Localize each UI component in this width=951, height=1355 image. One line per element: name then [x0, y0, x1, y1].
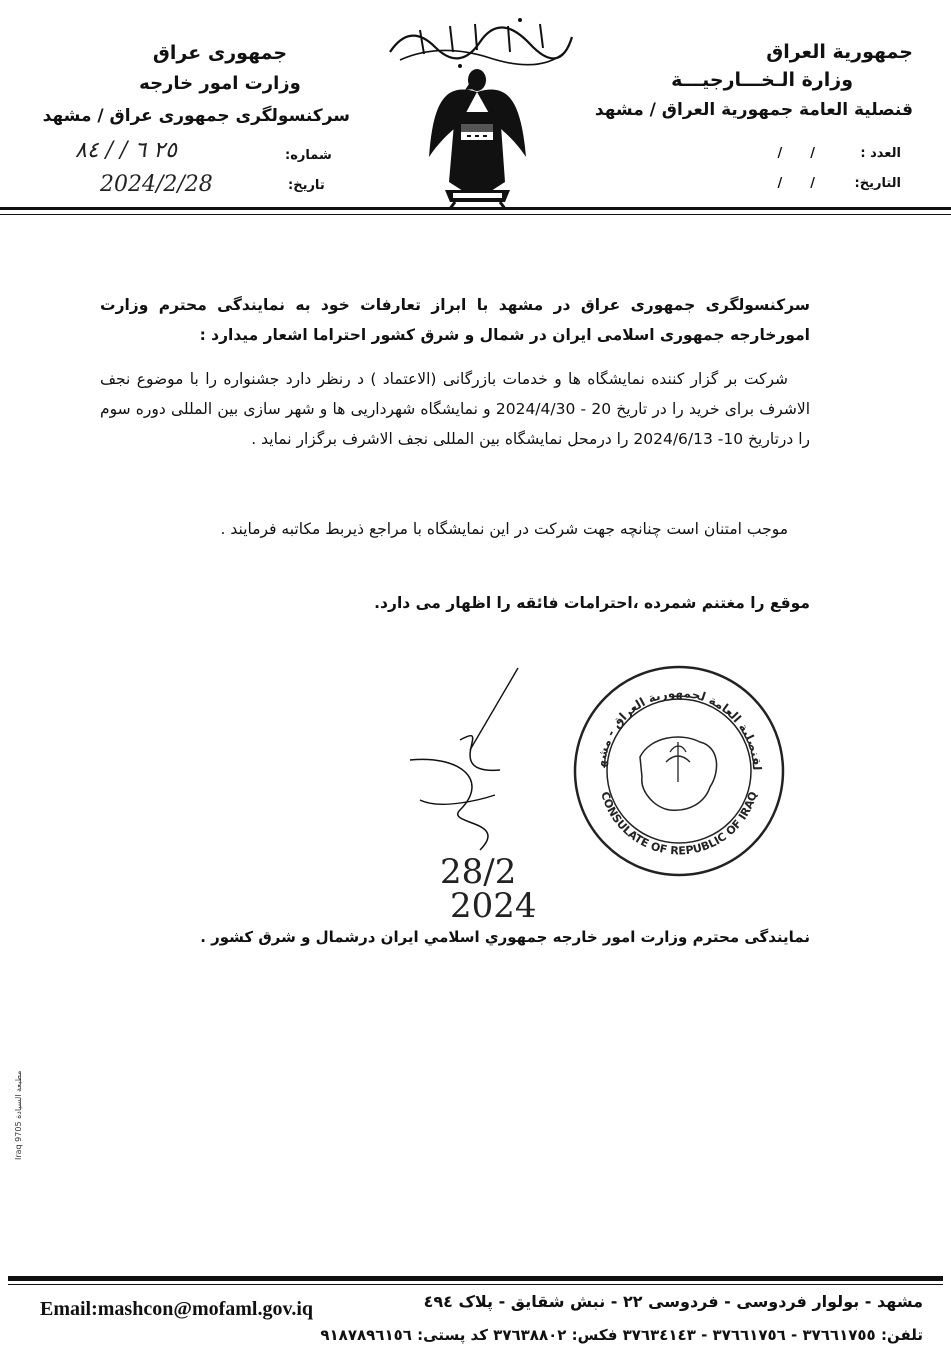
signature-date-line1: 28/2: [440, 852, 517, 892]
persian-number-value: ٢٥ ٦ / / ٨٤: [75, 138, 177, 163]
svg-text:القنصلية العامة لجمهورية العرا: [570, 662, 764, 771]
persian-date-label: تاریخ:: [288, 178, 325, 193]
svg-text:CONSULATE OF REPUBLIC OF IRAQ: [598, 790, 760, 857]
arabic-country: جمهورية العراق: [766, 41, 913, 63]
footer-divider-thick: [8, 1276, 943, 1281]
arabic-number-label: العدد :: [860, 146, 901, 161]
seal-english-text: CONSULATE OF REPUBLIC OF IRAQ: [598, 790, 760, 858]
persian-date-value: 2024/2/28: [100, 172, 213, 197]
persian-ministry: وزارت امور خارجه: [139, 73, 301, 94]
arabic-ministry: وزارة الـخـــارجيـــة: [671, 69, 853, 91]
body-paragraph-intro: سرکنسولگری جمهوری عراق در مشهد با ابراز تعارفات خود به نمایندگی محترم وزارت امورخارجه جمهوری اسلامی ایران در شمال و شرق کشور احتراما اشعار میدارد :: [100, 296, 810, 344]
persian-consulate: سرکنسولگری جمهوری عراق / مشهد: [42, 106, 350, 126]
footer-address: مشهد - بولوار فردوسی - فردوسی ٢٢ - نبش شقایق - پلاک ٤٩٤: [423, 1292, 923, 1311]
persian-number-label: شماره:: [285, 148, 332, 163]
printer-note: Iraq 9705 مطبعة السيادة: [14, 1070, 23, 1160]
arabic-consulate: قنصلية العامة جمهورية العراق / مشهد: [594, 100, 913, 120]
arabic-number-slashes: //: [777, 146, 843, 161]
header-divider-thick: [0, 207, 951, 210]
header-arabic: [553, 38, 913, 126]
body-paragraph-event: شرکت بر گزار کننده نمایشگاه ها و خدمات بازرگانی (الاعتماد ) د رنظر دارد جشنواره را با موضوع نجف الاشرف برای خرید را در تاریخ 20 - 2024/4/30 و نمایشگاه شهرداریی ها و شهر سازی بین المللی دوره سوم را درتاریخ 10- 2024/6/13 را درمحل نمایشگاه بین المللی نجف الاشرف برگزار نماید .: [100, 370, 810, 448]
arabic-date-slashes: //: [777, 176, 843, 191]
recipient-line: نمایندگی محترم وزارت امور خارجه جمهوري اسلامي ايران درشمال و شرق كشور .: [200, 928, 810, 946]
header-persian: [30, 38, 350, 132]
arabic-date-label: التاريخ:: [854, 176, 901, 191]
footer-email: Email:mashcon@mofaml.gov.iq: [40, 1298, 314, 1320]
persian-country: جمهوری عراق: [152, 42, 288, 64]
body-paragraph-request: موجب امتنان است چنانچه جهت شرکت در این نمایشگاه با مراجع ذیربط مکاتبه فرمایند .: [220, 520, 788, 538]
signature-date: [440, 852, 537, 926]
header-divider-thin: [0, 214, 951, 215]
signature-date-line2: 2024: [450, 886, 537, 926]
body-closing: موقع را مغتنم شمرده ،احترامات فائقه را اظهار می دارد.: [374, 594, 810, 612]
footer-phones: تلفن: ٣٧٦٦١٧٥٥ - ٣٧٦٦١٧٥٦ - ٣٧٦٣٤١٤٣ فكس: ٣٧٦٣٨٨٠٢ كد پستی: ٩١٨٧٨٩٦١٥٦: [320, 1326, 923, 1344]
footer-divider-thin: [8, 1284, 943, 1285]
eagle-emblem-icon: [425, 62, 530, 210]
consulate-seal: [570, 662, 788, 880]
seal-arabic-text: لقنصلية العامة لجمهورية العراق - مشه: [594, 685, 765, 771]
